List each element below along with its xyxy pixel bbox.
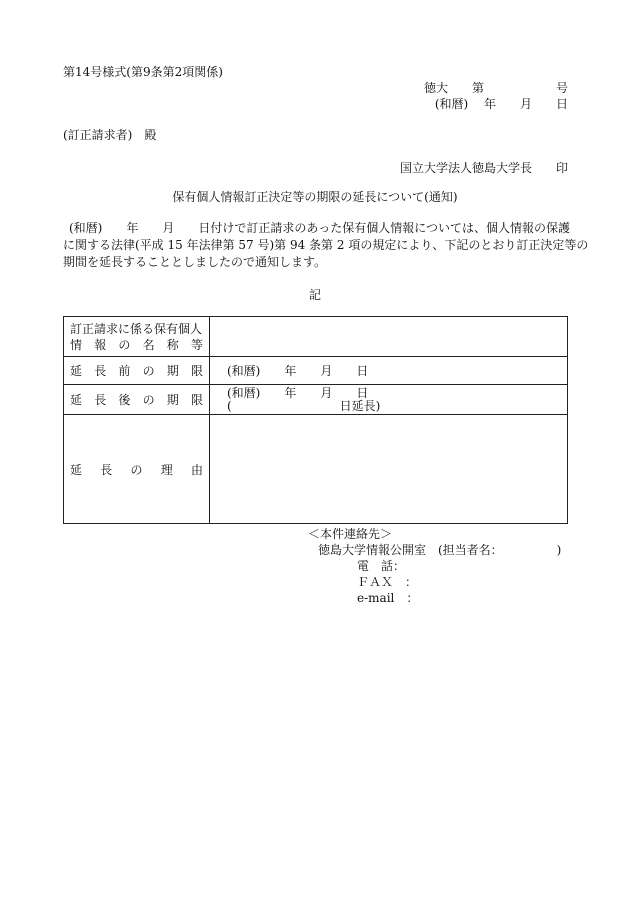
- label-char: の: [142, 364, 155, 378]
- label-char: の: [130, 462, 143, 477]
- before-deadline-value[interactable]: (和暦) 年 月 日: [210, 357, 568, 385]
- form-number: 第14号様式(第9条第2項関係): [63, 65, 223, 79]
- before-deadline-label-cell: [64, 357, 210, 385]
- contact-fax: ＦＡＸ ：: [357, 575, 418, 589]
- table-row: [64, 317, 568, 357]
- after-deadline-label-cell: [64, 385, 210, 415]
- addressee: (訂正請求者) 殿: [63, 128, 157, 142]
- contact-heading: ＜本件連絡先＞: [308, 527, 393, 541]
- after-deadline-label: [70, 391, 209, 408]
- contact-email: e-mail ：: [357, 591, 419, 605]
- label-char: 情: [70, 337, 83, 352]
- label-char: 期: [166, 364, 179, 378]
- sender: 国立大学法人徳島大学長 印: [399, 161, 568, 175]
- table-row: [64, 385, 568, 415]
- label-char: 報: [94, 337, 107, 352]
- label-char: 長: [94, 364, 107, 378]
- label-char: の: [142, 393, 155, 407]
- contact-phone: 電 話：: [357, 559, 406, 573]
- after-deadline-value-cell[interactable]: [210, 385, 568, 415]
- label-char: 名: [142, 337, 155, 352]
- label-char: 限: [190, 364, 203, 378]
- label-char: 延: [70, 393, 83, 407]
- label-char: 長: [100, 462, 113, 477]
- label-char: の: [118, 337, 131, 352]
- ki-heading: 記: [308, 288, 321, 302]
- reason-label-cell: [64, 415, 210, 524]
- extension-table: [63, 316, 568, 524]
- body-line: に関する法律(平成 15 年法律第 57 号)第 94 条第 2 項の規定により、下記のとおり訂正決定等の: [63, 238, 589, 252]
- contact-block: [300, 526, 561, 606]
- table-row: [64, 415, 568, 524]
- contact-office: 徳島大学情報公開室 (担当者名： ): [318, 543, 562, 557]
- extension-days: ( 日延長): [227, 398, 381, 413]
- label-char: 等: [190, 337, 203, 352]
- table-row: [64, 357, 568, 385]
- reason-value-cell[interactable]: [210, 415, 568, 524]
- subject-label-line2: [70, 337, 209, 353]
- after-deadline-date: (和暦) 年 月 日: [227, 385, 369, 400]
- label-char: 理: [160, 462, 173, 477]
- before-deadline-label: [70, 362, 209, 379]
- reason-label: [70, 461, 209, 478]
- document-title: 保有個人情報訂正決定等の期限の延長について(通知): [172, 190, 458, 204]
- label-char: 限: [190, 393, 203, 407]
- label-char: 由: [190, 462, 203, 477]
- label-char: 期: [166, 393, 179, 407]
- label-char: 延: [70, 364, 83, 378]
- label-char: 延: [70, 462, 83, 477]
- body-line: (和暦) 年 月 日付けで訂正請求のあった保有個人情報については、個人情報の保護: [69, 221, 571, 235]
- date-line: (和暦) 年 月 日: [434, 97, 568, 111]
- body-line: 期間を延長することとしましたので通知します。: [63, 255, 327, 269]
- label-char: 長: [94, 393, 107, 407]
- subject-label-cell: [64, 317, 210, 357]
- subject-value-cell[interactable]: [210, 317, 568, 357]
- label-char: 後: [118, 393, 131, 407]
- subject-label-line1: 訂正請求に係る保有個人: [70, 321, 203, 336]
- body-paragraph: [63, 220, 589, 271]
- label-char: 前: [118, 364, 131, 378]
- document-number: 徳大 第 号: [423, 81, 568, 95]
- label-char: 称: [166, 337, 179, 352]
